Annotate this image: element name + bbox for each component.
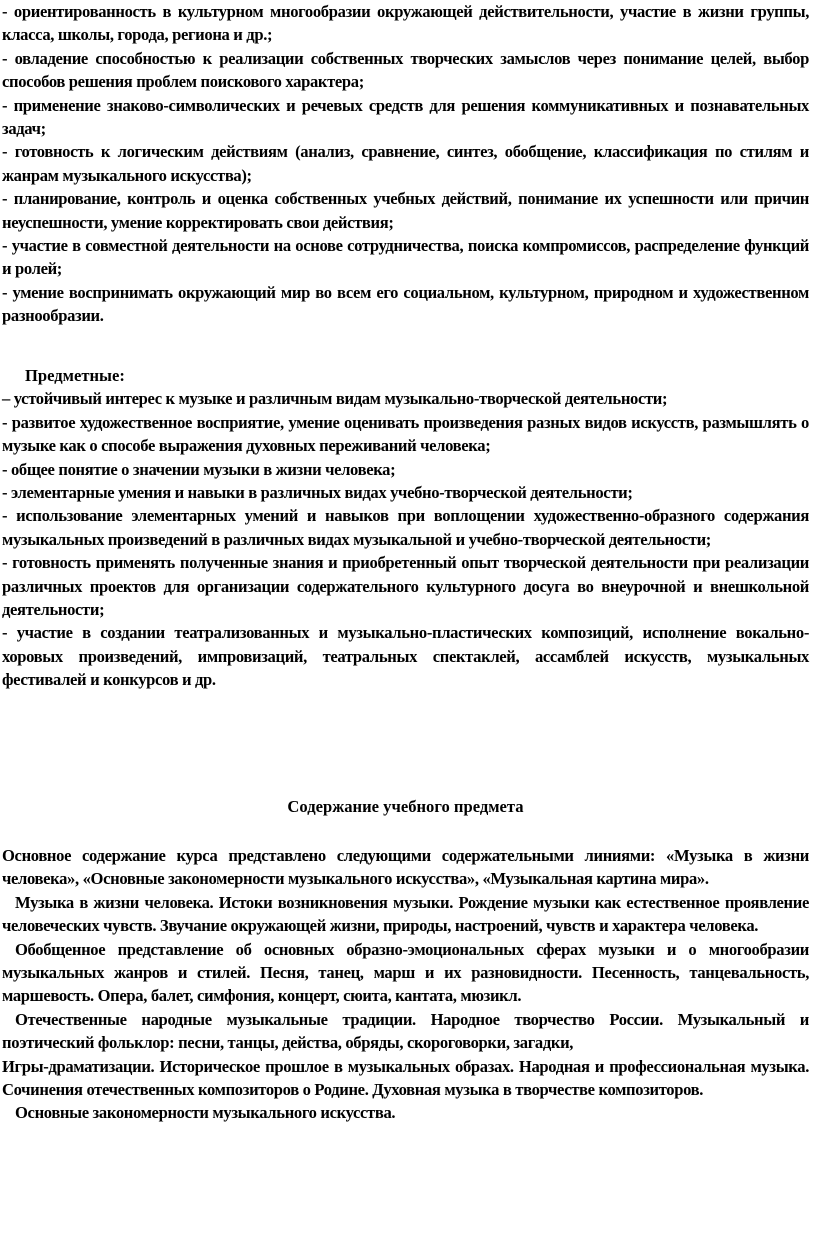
subject-results-section (2, 364, 809, 692)
content-paragraph: Игры-драматизации. Историческое прошлое в музыкальных образах. Народная и профессиональная музыка. Сочинения отечественных композиторов о Родине. Духовная музыка в творчестве композиторов. (2, 1056, 809, 1100)
content-section (2, 844, 809, 1125)
subject-result-item: - использование элементарных умений и навыков при воплощении художественно-образного содержания музыкальных произведений в различных видах музыкальной и учебно-творческой деятельности; (2, 506, 809, 549)
content-paragraph: Обобщенное представление об основных образно-эмоциональных сферах музыки и о многообразии музыкальных жанров и стилей. Песня, танец, марш и их разновидности. Песенность, танцевальность, маршевость. Опера, балет, симфония, концерт, сюита, кантата, мюзикл. (2, 939, 809, 1006)
subject-heading: Предметные: (25, 366, 125, 385)
content-paragraph: Основное содержание курса представлено следующими содержательными линиями: «Музыка в жизни человека», «Основные закономерности музыкального искусства», «Музыкальная картина мира». (2, 846, 809, 889)
meta-result-item: - применение знаково-символических и речевых средств для решения коммуникативных и познавательных задач; (2, 95, 809, 139)
subject-result-item: - элементарные умения и навыки в различных видах учебно-творческой деятельности; (2, 483, 633, 503)
meta-result-item: - овладение способностью к реализации собственных творческих замыслов через понимание целей, выбор способов решения проблем поискового характера; (2, 48, 809, 92)
content-heading: Содержание учебного предмета (287, 797, 524, 816)
content-paragraph: Музыка в жизни человека. Истоки возникновения музыки. Рождение музыки как естественное проявление человеческих чувств. Звучание окружающей жизни, природы, настроений, чувств и характера человека. (2, 892, 809, 936)
meta-result-item: - умение воспринимать окружающий мир во всем его социальном, культурном, природном и художественном разнообразии. (2, 282, 809, 326)
subject-result-item: - развитое художественное восприятие, умение оценивать произведения разных видов искусств, размышлять о музыке как о способе выражения духовных переживаний человека; (2, 412, 809, 456)
meta-result-item: - готовность к логическим действиям (анализ, сравнение, синтез, обобщение, классификация по стилям и жанрам музыкального искусства); (2, 142, 809, 185)
subject-result-item: – устойчивый интерес к музыке и различным видам музыкально-творческой деятельности; (2, 389, 668, 409)
subject-result-item: - готовность применять полученные знания и приобретенный опыт творческой деятельности при реализации различных проектов для организации содержательного культурного досуга во внеурочной и внешкольной деятельности; (2, 553, 809, 620)
meta-result-item: - планирование, контроль и оценка собственных учебных действий, понимание их успешности или причин неуспешности, умение корректировать свои действия; (2, 189, 809, 232)
content-paragraph: Основные закономерности музыкального искусства. (15, 1103, 396, 1123)
subject-result-item: - общее понятие о значении музыки в жизни человека; (2, 459, 396, 479)
content-paragraph: Отечественные народные музыкальные традиции. Народное творчество России. Музыкальный и поэтический фольклор: песни, танцы, действа, обряды, скороговорки, загадки, (2, 1009, 809, 1053)
subject-result-item: - участие в создании театрализованных и музыкально-пластических композиций, исполнение вокально-хоровых произведений, импровизаций, театральных спектаклей, ассамблей искусств, музыкальных фестивалей и конкурсов и др. (2, 623, 809, 690)
content-section-heading-wrap (2, 795, 809, 818)
meta-result-item: - ориентированность в культурном многообразии окружающей действительности, участие в жизни группы, класса, школы, города, региона и др.; (2, 2, 809, 45)
meta-results-list (2, 0, 809, 328)
meta-result-item: - участие в совместной деятельности на основе сотрудничества, поиска компромиссов, распределение функций и ролей; (2, 236, 809, 279)
